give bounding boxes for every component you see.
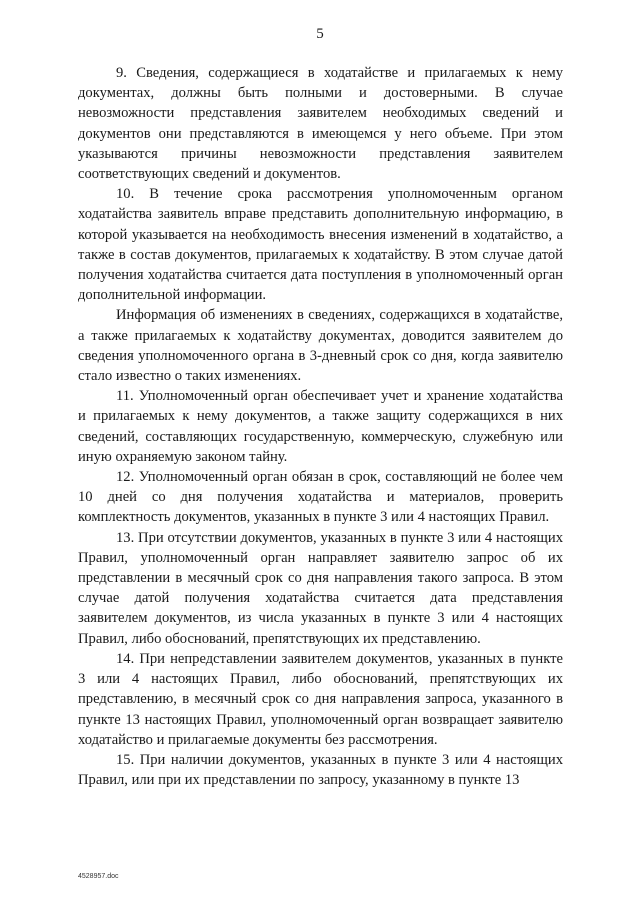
paragraph-14: 14. При непредставлении заявителем документов, указанных в пункте 3 или 4 настоящих Правил, либо обоснований, препятствующих их представлению, в месячный срок со дня направления запроса, указанного в пункте 13 настоящих Правил, уполномоченный орган возвращает заявителю ходатайство и прилагаемые документы без рассмотрения. bbox=[78, 650, 563, 748]
paragraph-13: 13. При отсутствии документов, указанных в пункте 3 или 4 настоящих Правил, уполномоченный орган направляет заявителю запрос об их представлении в месячный срок со дня направления такого запроса. В этом случае датой получения ходатайства считается дата представления заявителем документов, из числа указанных в пункте 3 или 4 настоящих Правил, либо обоснований, препятствующих их представлению. bbox=[78, 529, 563, 647]
paragraph-9: 9. Сведения, содержащиеся в ходатайстве и прилагаемых к нему документах, должны быть полными и достоверными. В случае невозможности представления заявителем необходимых сведений и документов они представляются в имеющемся у него объеме. При этом указываются причины невозможности представления заявителем соответствующих сведений и документов. bbox=[78, 65, 563, 183]
document-filename: 4528957.doc bbox=[78, 873, 119, 880]
paragraph-11: 11. Уполномоченный орган обеспечивает учет и хранение ходатайства и прилагаемых к нему документов, а также защиту содержащихся в них сведений, составляющих государственную, коммерческую, служебную или иную охраняемую законом тайну. bbox=[78, 388, 563, 465]
paragraph-10: 10. В течение срока рассмотрения уполномоченным органом ходатайства заявитель вправе представить дополнительную информацию, в которой указывается на необходимость внесения изменений в ходатайство, а также в состав документов, прилагаемых к ходатайству. В этом случае датой получения ходатайства считается дата поступления в уполномоченный орган дополнительной информации. bbox=[78, 186, 563, 304]
page-number: 5 bbox=[316, 26, 324, 42]
document-body bbox=[78, 63, 563, 790]
paragraph-15: 15. При наличии документов, указанных в пункте 3 или 4 настоящих Правил, или при их представлении по запросу, указанному в пункте 13 bbox=[78, 751, 563, 789]
paragraph-10-info: Информация об изменениях в сведениях, содержащихся в ходатайстве, а также прилагаемых к ходатайству документах, доводится заявителем до сведения уполномоченного органа в 3-дневный срок со дня, когда заявителю стало известно о таких изменениях. bbox=[78, 307, 563, 385]
paragraph-12: 12. Уполномоченный орган обязан в срок, составляющий не более чем 10 дней со дня получения ходатайства и материалов, проверить комплектность документов, указанных в пункте 3 или 4 настоящих Правил. bbox=[78, 469, 563, 526]
